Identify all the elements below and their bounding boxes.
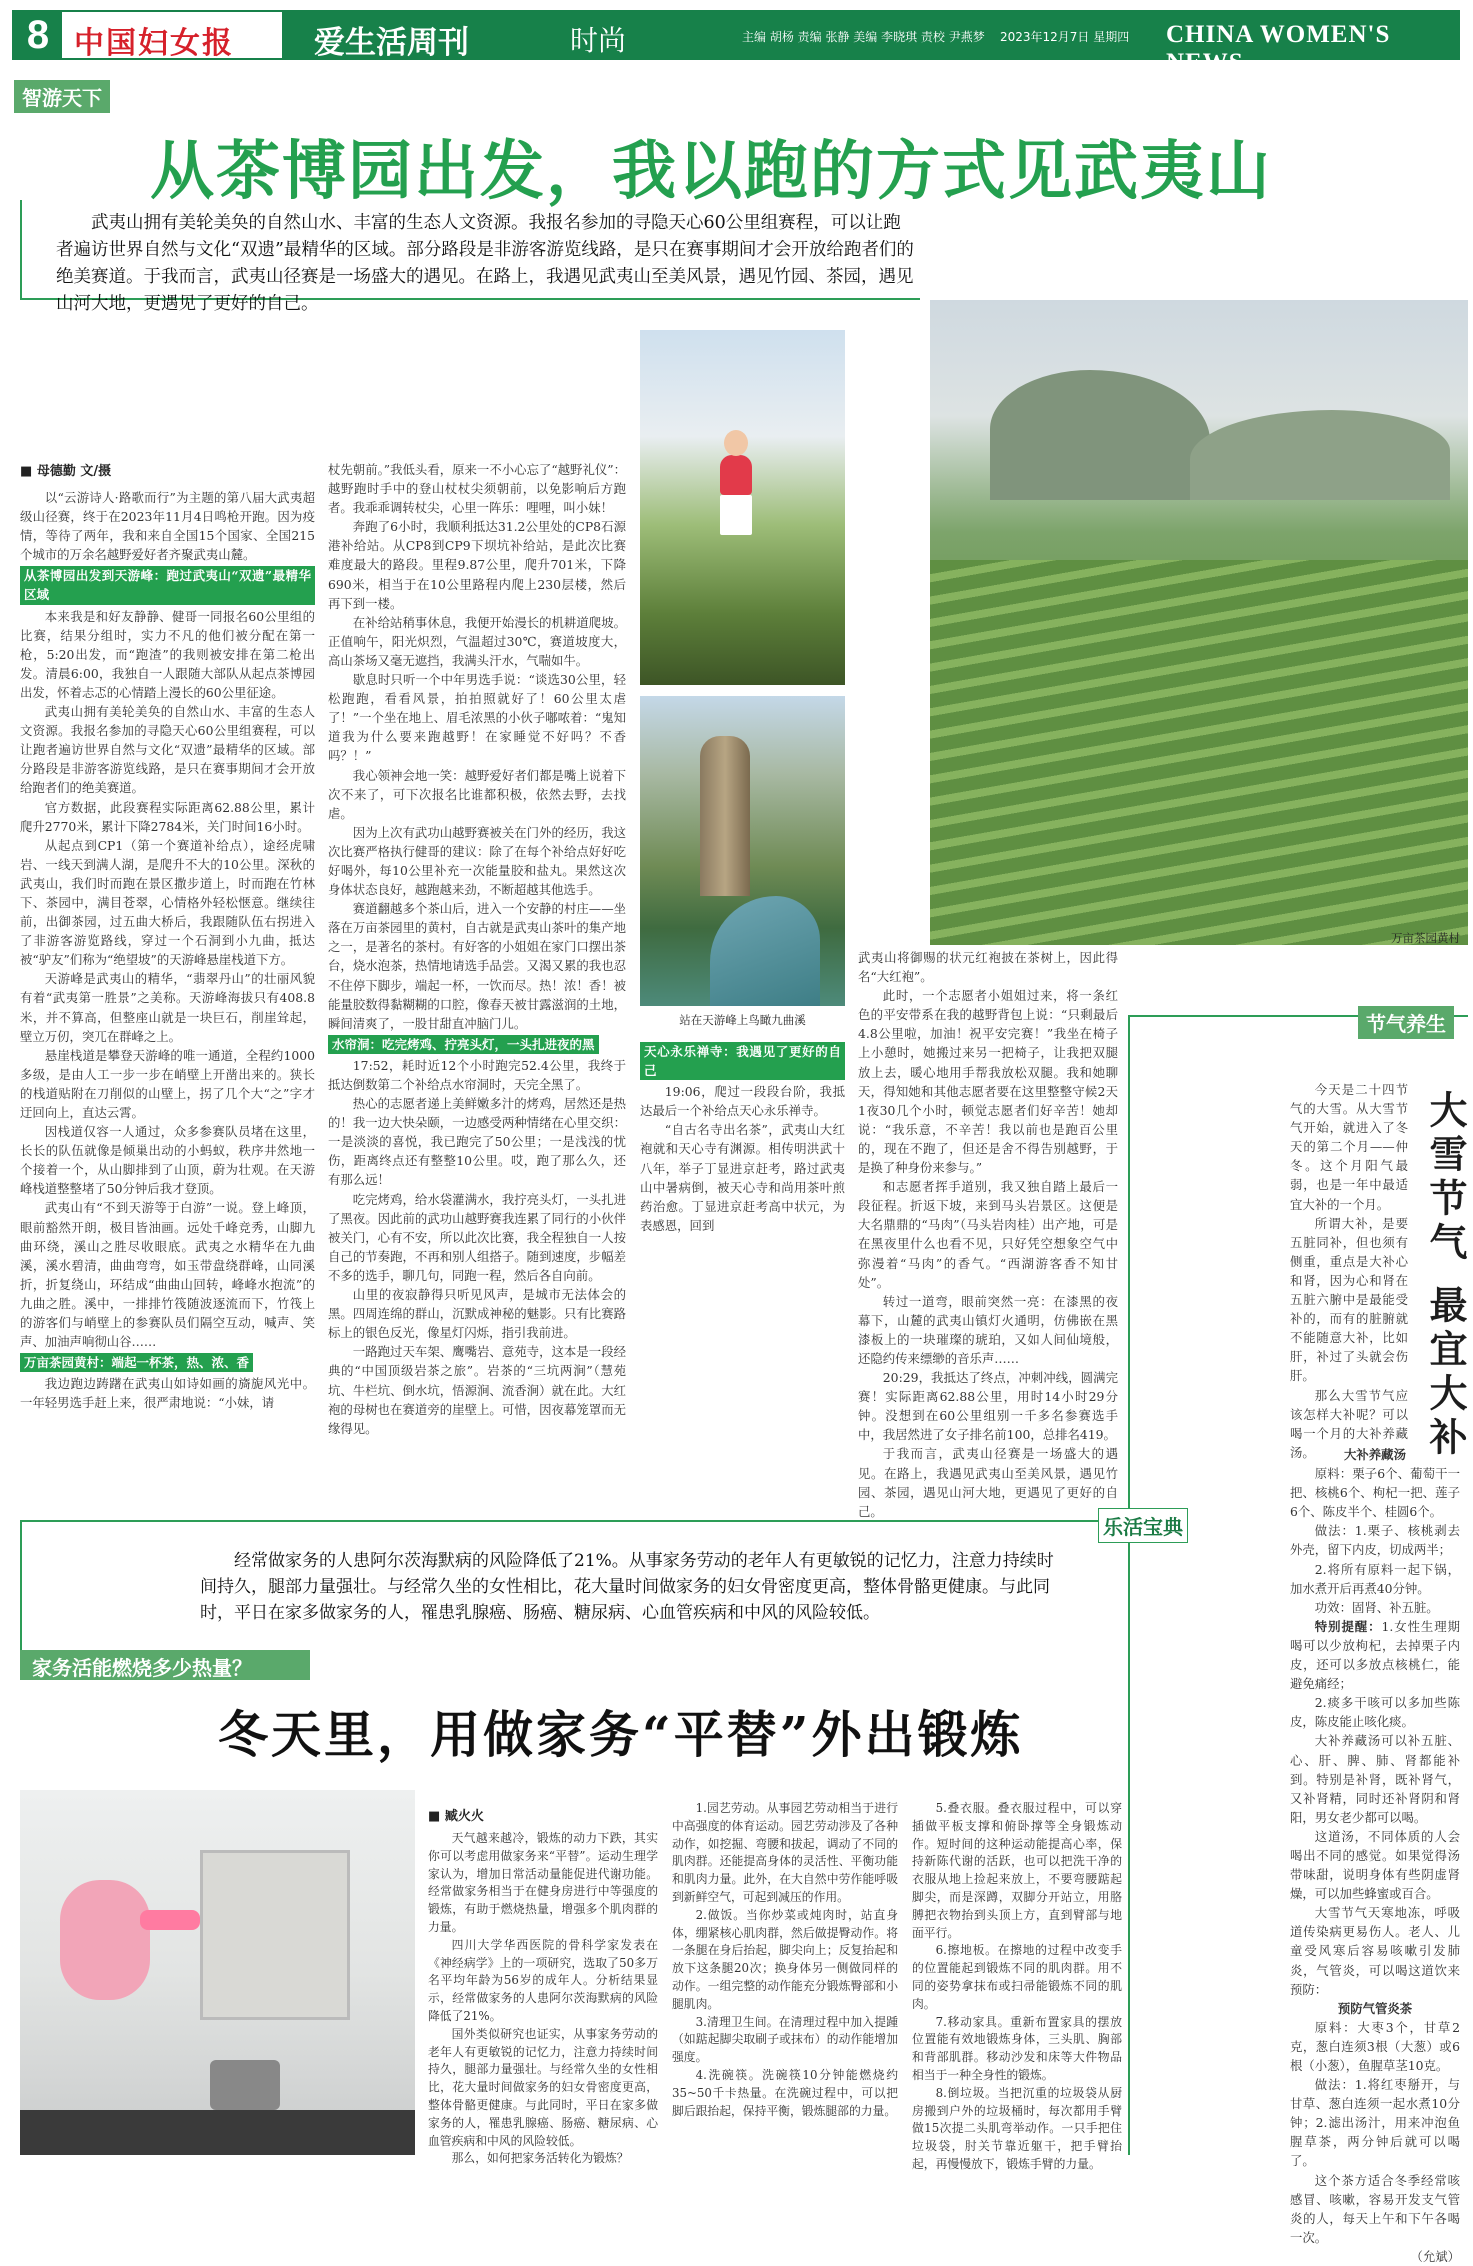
- range-hood: [200, 1850, 350, 2020]
- subhead-1: 从茶博园出发到天游峰：跑过武夷山“双遗”最精华区域: [20, 566, 315, 604]
- section-tag-travel: 智游天下: [14, 80, 110, 113]
- english-paper-name: CHINA WOMEN'S NEWS: [1166, 21, 1391, 76]
- chores-column-2: 1.园艺劳动。从事园艺劳动相当于进行中高强度的体育运动。园艺劳动涉及了各种动作，如挖掘、弯腰和拔起，调动了不同的肌肉群。还能提高身体的灵活性、平衡功能和肌肉力量。此外，在大自然中劳作能呼吸到新鲜空气，可起到减压的作用。 2.做饭。当你炒菜或炖肉时，站直身体，绷紧核心肌肉群，然后做提臀动作。将一条腿在身后抬起，脚尖向上；反复抬起和放下这条腿20次；换身体另一侧做同样的动作。一组完整的动作能充分锻炼臀部和小腿肌肉。 3.清理卫生间。在清理过程中加入提踵（如踮起脚尖取刷子或抹布）的动作能增加强度。 4.洗碗筷。洗碗筷10分钟能燃烧约35~50千卡热量。在洗碗过程中，可以把脚后跟抬起，保持平衡，锻炼腿部的力量。: [672, 1801, 898, 2118]
- section-tag-chores: 乐活宝典: [1098, 1508, 1188, 1543]
- cleaning-photo: [20, 1790, 415, 2155]
- mountain-shape: [990, 370, 1210, 500]
- chores-column-1: 天气越来越冷，锻炼的动力下跌，其实你可以考虑用做家务来“平替”。运动生理学家认为，增加日常活动量能促进代谢功能。经常做家务相当于在健身房进行中等强度的锻炼，有助于燃烧热量，增强多个肌肉群的力量。 四川大学华西医院的骨科学家发表在《神经病学》上的一项研究，选取了50多万名平均年龄为56岁的成年人。分析结果显示，经常做家务的人患阿尔茨海默病的风险降低了21%。 国外类似研究也证实，从事家务劳动的老年人有更敏锐的记忆力，注意力持续时间持久，腿部力量强壮。与经常久坐的女性相比，花大量时间做家务的妇女骨密度更高，整体骨骼更健康。与此同时，平日在家多做家务的人，罹患乳腺癌、肠癌、糖尿病、心血管疾病和中风的风险较低。 那么，如何把家务活转化为锻炼？: [428, 1831, 658, 2166]
- page-number: 8: [14, 12, 62, 58]
- article-title-chores: 冬天里，用做家务“平替”外出锻炼: [218, 1705, 1024, 1764]
- mountain-shape-2: [1190, 410, 1450, 500]
- masthead: [12, 10, 1460, 76]
- subsection-title: 时尚: [570, 24, 627, 57]
- pot: [210, 2060, 280, 2110]
- subhead-2: 万亩茶园黄村：端起一杯茶，热、浓、香: [20, 1353, 253, 1372]
- section-tag-solar: 节气养生: [1358, 1006, 1454, 1039]
- subhead-4: 天心永乐禅寺：我遇见了更好的自己: [640, 1042, 845, 1080]
- stove-top: [20, 2110, 415, 2155]
- runner-photo: [640, 330, 845, 685]
- woman-figure: [60, 1880, 150, 2000]
- subhead-3: 水帘洞：吃完烤鸡、拧亮头灯，一头扎进夜的黑: [328, 1035, 599, 1054]
- solar-body: 大补养藏汤 原料：栗子6个、葡萄干一把、核桃6个、枸杞一把、莲子6个、陈皮半个、桂圆6个。 做法：1.栗子、核桃剥去外壳，留下内皮，切成两半； 2.将所有原料一起下锅，加水煮开后再煮40分钟。 功效：固肾、补五脏。 特别提醒：1.女性生理期喝可以少放枸杞，去掉栗子内皮，还可以多放点核桃仁，能避免痛经； 2.痰多干咳可以多加些陈皮，陈皮能止咳化痰。 大补养藏汤可以补五脏、心、肝、脾、肺、肾都能补到。特别是补肾，既补肾气，又补肾精，同时还补肾阴和肾阳，男女老少都可以喝。 这道汤，不同体质的人会喝出不同的感觉。如果觉得汤带味甜，说明身体有些阴虚肾燥，可以加些蜂蜜或百合。 大雪节气天寒地冻，呼吸道传染病更易伤人。老人、儿童受风寒后容易咳嗽引发肺炎，气管炎，可以喝这道饮来预防： 预防气管炎茶 原料：大枣3个，甘草2克，葱白连须3根（大葱）或6根（小葱），鱼腥草茎10克。 做法：1.将红枣掰开，与甘草、葱白连须一起水煮10分钟；2.滤出汤汁，用来冲泡鱼腥草茶，两分钟后就可以喝了。 这个茶方适合冬季经常咳感冒、咳嗽，容易开发支气管炎的人，每天上午和下午各喝一次。 （允斌）: [1290, 1447, 1460, 2264]
- chores-lead: 经常做家务的人患阿尔茨海默病的风险降低了21%。从事家务劳动的老年人有更敏锐的记忆力，注意力持续时间持久，腿部力量强壮。与经常久坐的女性相比，花大量时间做家务的妇女骨密度更高，整体骨骼更健康。与此同时，平日在家多做家务的人，罹患乳腺癌、肠癌、糖尿病、心血管疾病和中风的风险较低。: [200, 1551, 1054, 1623]
- tea-rows: [930, 560, 1468, 945]
- travel-column-2: 杖先朝前。”我低头看，原来一不小心忘了“越野礼仪”：越野跑时手中的登山杖杖尖须朝前，以免影响后方跑者。我乖乖调转杖尖，心里一阵乐：哩哩，叫小妹！ 奔跑了6小时，我顺利抵达31.2公里处的CP8石源港补给站。从CP8到CP9下坝坑补给站，是此次比赛难度最大的路段。里程9.87公里，爬升701米，下降690米，相当于在10公里路程内爬上230层楼，然后再下到一楼。 在补给站稍事休息，我便开始漫长的机耕道爬坡。正值响午，阳光炽烈，气温超过30℃，赛道坡度大，高山茶场又毫无遮挡，我满头汗水，气喘如牛。 歇息时只听一个中年男选手说：“谈选30公里，轻松跑跑，看看风景，拍拍照就好了！60公里太虐了！”一个坐在地上、眉毛浓黑的小伙子嘟哝着：“鬼知道我为什么要来跑越野！在家睡觉不好吗？不香吗？！” 我心领神会地一笑：越野爱好者们都是嘴上说着下次不来了，可下次报名比谁都积极，依然去野，去找虐。 因为上次有武功山越野赛被关在门外的经历，我这次比赛严格执行健哥的建议：除了在每个补给点好好吃好喝外，每10公里补充一次能量胶和盐丸。果然这次身体状态良好，越跑越来劲，不断超越其他选手。 赛道翻越多个茶山后，进入一个安静的村庄——坐落在万亩茶园里的黄村，自古就是武夷山茶叶的集产地之一，是著名的茶村。有好客的小姐姐在家门口摆出茶台，烧水泡茶，热情地请选手品尝。又渴又累的我也忍不住停下脚步，端起一杯，一饮而尽。热！浓！香！被能量胶数得黏糊糊的口腔，像春天被甘露滋润的土地，瞬间清爽了，一股甘甜直冲脑门儿。 水帘洞：吃完烤鸡、拧亮头灯，一头扎进夜的黑 17:52，耗时近12个小时跑完52.4公里，我终于抵达倒数第二个补给点水帘洞时，天完全黑了。 热心的志愿者递上美鲜嫩多汁的烤鸡，居然还是热的！我一边大快朵颐，一边感受两种情绪在心里交织：一是淡淡的喜悦，我已跑完了50公里；一是浅浅的忧伤，距离终点还有整整10公里。哎，跑了那么久，还有那么远！ 吃完烤鸡，给水袋灌满水，我拧亮头灯，一头扎进了黑夜。因此前的武功山越野赛我连累了同行的小伙伴被关门，心有不安，所以此次比赛，我全程独自一人按自己的节奏跑，不再和别人组搭子。随到速度，步幅差不多的选手，聊几句，同跑一程，然后各自向前。 山里的夜寂静得只听见风声，是城市无法体会的黑。四周连绵的群山，沉默成神秘的魅影。只有比赛路标上的银色反光，像星灯闪烁，指引我前进。 一路跑过天车架、鹰嘴岩、意苑寺，这本是一段经典的“中国顶级岩茶之旅”。岩茶的“三坑两涧”（慧苑坑、牛栏坑、倒水坑，悟源涧、流香涧）就在此。大红袍的母树也在赛道旁的崖壁上。可惜，因夜幕笼罩而无缘得见。: [328, 462, 626, 1436]
- photo-caption-river: 站在天游峰上鸟瞰九曲溪: [679, 1013, 806, 1027]
- travel-column-4: 武夷山将御赐的状元红袍披在茶树上，因此得名“大红袍”。 此时，一个志愿者小姐姐过来，将一条红色的平安带系在我的越野背包上说：“只剩最后4.8公里啦，加油！祝平安完赛！”我坐在椅子上小憩时，她搬过来另一把椅子，让我把双腿放上去，暖心地用手帮我放松双腿。我和她聊天，得知她和其他志愿者要在这里整整守候2天1夜30几个小时，顿觉志愿者们好辛苦！她却说：“我乐意，不辛苦！我以前也是跑百公里的，现在不跑了，但还是舍不得告别越野，于是换了种身份来参与。” 和志愿者挥手道别，我又独自踏上最后一段征程。折返下坡，来到马头岩景区。这便是大名鼎鼎的“马肉”（马头岩肉桂）出产地，可是在黑夜里什么也看不见，只好凭空想象空气中弥漫着“马肉”的香气。“西湖游客香不知甘处”。 转过一道弯，眼前突然一亮：在漆黑的夜幕下，山麓的武夷山镇灯火通明，仿佛嵌在黑漆板上的一块璀璨的琥珀，又如人间仙境般，还隐约传来缥缈的音乐声…… 20:29，我抵达了终点，冲刺冲线，圆满完赛！实际距离62.88公里，用时14小时29分钟。没想到在60公里组别一千多名参赛选手中，我居然进了女子排名前100，总排名419。 于我而言，武夷山径赛是一场盛大的遇见。在路上，我遇见武夷山至美风景，遇见竹园、茶园，遇见山河大地，更遇见了更好的自己。: [858, 950, 1118, 1519]
- pink-glove: [140, 1910, 200, 1930]
- chores-lead-rule: [20, 1520, 22, 1650]
- runner-figure: [720, 455, 752, 495]
- author-line: ■ 母德勤 文/摄: [20, 464, 112, 479]
- cliff-shape: [700, 736, 750, 896]
- tea-garden-photo: [930, 300, 1468, 945]
- photo-caption-tea: 万亩茶园黄村: [1391, 931, 1460, 945]
- lead-paragraph: 武夷山拥有美轮美奂的自然山水、丰富的生态人文资源。我报名参加的寻隐天心60公里组赛程，可以让跑者遍访世界自然与文化“双遗”最精华的区域。部分路段是非游客游览线路，是只在赛事期间才会开放给跑者们的绝美赛道。于我而言，武夷山径赛是一场盛大的遇见。在路上，我遇见武夷山至美风景，遇见竹园、茶园，遇见山河大地，更遇见了更好的自己。: [56, 213, 914, 314]
- editors-line: 主编 胡杨 责编 张静 美编 李晓琪 责校 尹燕梦 2023年12月7日 星期四: [742, 30, 1130, 44]
- solar-intro: 今天是二十四节气的大雪。从大雪节气开始，就进入了冬天的第二个月——仲冬。这个月阳气最弱，也是一年中最适宜大补的一个月。 所谓大补，是要五脏同补，但也须有侧重，重点是大补心和肾，因为心和肾在五脏六腑中是最能受补的，而有的脏腑就不能随意大补，比如肝，补过了头就会伤肝。 那么大雪节气应该怎样大补呢？可以喝一个月的大补养藏汤。: [1290, 1082, 1408, 1460]
- river-shape: [710, 896, 820, 1006]
- travel-column-1: 以“云游诗人·路歌而行”为主题的第八届大武夷超级山径赛，终于在2023年11月4日鸣枪开跑。因为疫情，等待了两年，我和来自全国15个国家、全国215个城市的万余名越野爱好者齐聚武夷山麓。 从茶博园出发到天游峰：跑过武夷山“双遗”最精华区域 本来我是和好友静静、健哥一同报名60公里组的比赛，结果分组时，实力不凡的他们被分配在第一枪，5:20出发，而“跑渣”的我则被安排在第二枪出发。清晨6:00，我独自一人跟随大部队从起点茶博园出发，怀着忐忑的心情踏上漫长的60公里征途。 武夷山拥有美轮美奂的自然山水、丰富的生态人文资源。我报名参加的寻隐天心60公里组赛程，可以让跑者遍访世界自然与文化“双遗”最精华的区域。部分路段是非游客游览线路，是只在赛事期间才会开放给跑者们的绝美赛道。 官方数据，此段赛程实际距离62.88公里，累计爬升2770米，累计下降2784米，关门时间16小时。 从起点到CP1（第一个赛道补给点），途经虎啸岩、一线天到满人湖，是爬升不大的10公里。深秋的武夷山，我们时而跑在景区撒步道上，时而跑在竹林下、茶园中，满目苍翠，心情格外轻松惬意。继续往前，出御茶园，过五曲大桥后，我跟随队伍右拐进入了非游客游览路线，穿过一个石洞到小九曲，抵达被“驴友”们称为“绝望坡”的天游峰悬崖栈道下方。 天游峰是武夷山的精华，“翡翠丹山”的壮丽风貌有着“武夷第一胜景”之美称。天游峰海拔只有408.8米，并不算高，但整座山就是一块巨石，削崖耸起，壁立万仞，突兀在群峰之上。 悬崖栈道是攀登天游峰的唯一通道，全程约1000多级，是由人工一步一步在峭壁上开凿出来的。狭长的栈道贴附在刀削似的山壁上，拐了几个大“之”字才迂回向上，直达云霄。 因栈道仅容一人通过，众多参赛队员堵在这里，长长的队伍就像是倾巢出动的小蚂蚁，秩序井然地一个接着一个，从山脚排到了山顶，蔚为壮观。在天游峰栈道整整堵了50分钟后我才登顶。 武夷山有“不到天游等于白游”一说。登上峰顶，眼前豁然开朗，极目皆油画。远处千峰竞秀，山脚九曲环绕，溪山之胜尽收眼底。武夷之水精华在九曲溪，溪水碧清，曲曲弯弯，如玉带盘绕群峰，山同溪折，折复绕山，环结成“曲曲山回转，峰峰水抱流”的九曲之胜。溪中，一排排竹筏随波逐流而下，竹筏上的游客们与峭壁上的参赛队员们隔空互动，喊声、笑声、加油声响彻山谷…… 万亩茶园黄村：端起一杯茶，热、浓、香 我边跑边踌躇在武夷山如诗如画的旖旎风光中。一年轻男选手赶上来，很严肃地说：“小妹，请: [20, 490, 315, 1411]
- travel-column-3: 天心永乐禅寺：我遇见了更好的自己 19:06，爬过一段段台阶，我抵达最后一个补给点天心永乐禅寺。 “自古名寺出名茶”，武夷山大红袍就和天心寺有渊源。相传明洪武十八年，举子丁显进京赶考，路过武夷山中暑病倒，被天心寺和尚用茶叶煎药治愈。丁显进京赶考高中状元，为表感恩，回到: [640, 1044, 845, 1233]
- runner-head: [724, 430, 748, 456]
- paper-name: 中国妇女报: [74, 26, 234, 61]
- runner-skirt: [720, 495, 752, 535]
- section-title: 爱生活周刊: [314, 25, 469, 61]
- chores-top-rule: [20, 1520, 1120, 1522]
- sidebar-rule: [1128, 1015, 1130, 2155]
- article-title-travel: 从茶博园出发，我以跑的方式见武夷山: [150, 134, 1272, 209]
- chores-author: ■ 臧火火: [428, 1809, 484, 1824]
- chores-kicker: 家务活能燃烧多少热量？: [32, 1656, 252, 1680]
- recipe-heading-1: 大补养藏汤: [1344, 1447, 1406, 1462]
- chores-column-3: 5.叠衣服。叠衣服过程中，可以穿插做平板支撑和俯卧撑等全身锻炼动作。短时间的这种运动能提高心率，保持新陈代谢的活跃，也可以把洗干净的衣服从地上捡起来放上，不要弯腰踮起脚尖，而是深蹲，双脚分开站立，用胳膊把衣物抬到头顶上方，直到臂部与地面平行。 6.擦地板。在擦地的过程中改变手的位置能起到锻炼不同的肌肉群。用不同的姿势拿抹布或扫帚能锻炼不同的肌肉。 7.移动家具。重新布置家具的摆放位置能有效地锻炼身体，三头肌、胸部和背部肌群。移动沙发和床等大件物品相当于一种全身性的锻炼。 8.倒垃圾。当把沉重的垃圾袋从厨房搬到户外的垃圾桶时，每次都用手臂做15次提二头肌弯举动作。一只手把住垃圾袋，肘关节靠近躯干，把手臂抬起，再慢慢放下，锻炼手臂的力量。: [912, 1801, 1122, 2171]
- river-photo: [640, 696, 845, 1006]
- solar-title: 大雪节气 最宜大补: [1423, 1090, 1468, 1462]
- recipe-heading-2: 预防气管炎茶: [1337, 2000, 1413, 2016]
